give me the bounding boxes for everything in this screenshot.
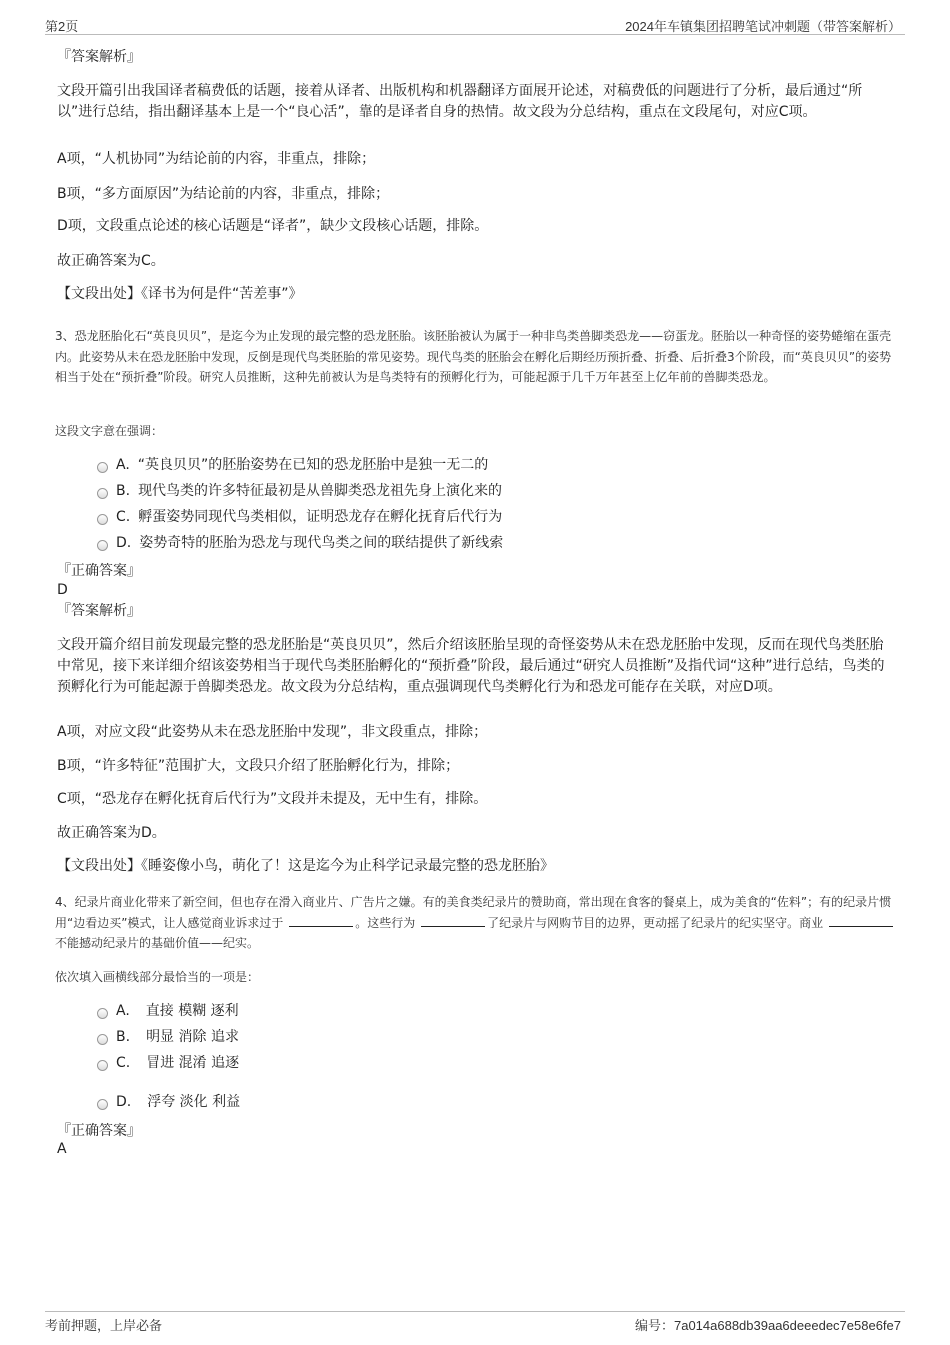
radio-icon[interactable] (97, 1099, 108, 1110)
radio-icon[interactable] (97, 1008, 108, 1019)
serial-number: 编号：7a014a688db39aa6deeedec7e58e6fe7 (634, 1318, 901, 1333)
q2-analysis-text: 文段开篇引出我国译者稿费低的话题，接着从译者、出版机构和机器翻译方面展开论述，对稿费低的问题进行了分析，最后通过“所以”进行总结，指出翻译基本上是一个“良心活”，靠的是译者自身的热情。故文段为分总结构，重点在文段尾句，对应C项。 (57, 83, 863, 120)
q3-analysis-text: 文段开篇介绍目前发现最完整的恐龙胚胎是“英良贝贝”，然后介绍该胚胎呈现的奇怪姿势从未在恐龙胚胎中发现，反而在现代鸟类胚胎中常见，接下来详细介绍该姿势相当于现代鸟类胚胎孵化的“预折叠”阶段，最后通过“研究人员推断”及指代词“这种”进行总结，鸟类的预孵化行为可能起源于兽脚类恐龙。故文段为分总结构，重点强调现代鸟类孵化行为和恐龙可能存在关联，对应D项。 (57, 637, 885, 695)
q4-prompt: 依次填入画横线部分最恰当的一项是： (55, 970, 260, 984)
q2-note-b: B项，“多方面原因”为结论前的内容，非重点，排除； (57, 186, 390, 202)
radio-icon[interactable] (97, 1034, 108, 1045)
option-text: 冒进 混淆 追逐 (146, 1055, 240, 1071)
q3-note-c: C项，“恐龙存在孵化抚育后代行为”文段并未提及，无中生有，排除。 (57, 791, 488, 807)
option-text: “英良贝贝”的胚胎姿势在已知的恐龙胚胎中是独一无二的 (137, 457, 489, 473)
option-text: 现代鸟类的许多特征最初是从兽脚类恐龙祖先身上演化来的 (138, 483, 503, 499)
q3-answer: D (57, 582, 68, 598)
q3-analysis-label: 『答案解析』 (57, 603, 141, 619)
option-text: 明显 消除 追求 (146, 1029, 239, 1045)
q3-option-a[interactable] (97, 455, 488, 475)
q3-conclusion: 故正确答案为D。 (57, 825, 166, 841)
radio-icon[interactable] (97, 462, 108, 473)
q4-option-c[interactable] (97, 1053, 239, 1073)
q4-stem (55, 892, 900, 954)
q3-option-d[interactable] (97, 533, 503, 553)
page-header (45, 14, 905, 35)
blank-3 (829, 914, 893, 927)
q2-source: 【文段出处】《译书为何是件“苦差事”》 (57, 286, 303, 302)
stem-text: 了纪录片与网购节目的边界，更动摇了纪录片的纪实坚守。商业 (487, 915, 824, 930)
option-key: D. (116, 1094, 132, 1110)
q3-prompt: 这段文字意在强调： (55, 424, 164, 438)
q3-option-b[interactable] (97, 481, 502, 501)
option-text: 直接 模糊 逐利 (145, 1003, 239, 1019)
q3-option-c[interactable] (97, 507, 502, 527)
q2-analysis-label: 『答案解析』 (57, 49, 141, 65)
q3-source: 【文段出处】《睡姿像小鸟，萌化了！这是迄今为止科学记录最完整的恐龙胚胎》 (57, 858, 554, 874)
option-key: C. (116, 509, 131, 525)
radio-icon[interactable] (97, 488, 108, 499)
q4-answer-label: 『正确答案』 (57, 1123, 141, 1139)
radio-icon[interactable] (97, 514, 108, 525)
q2-conclusion: 故正确答案为C。 (57, 253, 165, 269)
q4-answer: A (57, 1141, 67, 1157)
q4-option-a[interactable] (97, 1001, 239, 1021)
radio-icon[interactable] (97, 1060, 108, 1071)
stem-text: 不能撼动纪录片的基础价值——纪实。 (55, 936, 260, 950)
q2-note-a: A项，“人机协同”为结论前的内容，非重点，排除； (57, 151, 376, 167)
q3-answer-label: 『正确答案』 (57, 563, 141, 579)
q3-note-a: A项，对应文段“此姿势从未在恐龙胚胎中发现”，非文段重点，排除； (57, 724, 488, 740)
blank-1 (289, 914, 353, 927)
option-key: B. (116, 483, 131, 499)
page-number: 第2页 (45, 19, 79, 34)
stem-text: 。这些行为 (355, 915, 416, 930)
option-key: D. (116, 535, 132, 551)
page-footer (45, 1311, 905, 1332)
option-key: C. (116, 1055, 131, 1071)
q2-note-d: D项，文段重点论述的核心话题是“译者”，缺少文段核心话题，排除。 (57, 218, 489, 234)
blank-2 (421, 914, 485, 927)
radio-icon[interactable] (97, 540, 108, 551)
option-key: A. (116, 1003, 130, 1019)
stem-text: 4、纪录片商业化带来了新空间，但也存在滑入商业片、广告片之嫌。有的美食类纪录片的赞助商，常出现在食客的餐桌上，成为美食的“佐料”；有的纪录片惯用“边看边买”模式，让人感觉商业诉求过于 (55, 895, 892, 930)
q3-note-b: B项，“许多特征”范围扩大，文段只介绍了胚胎孵化行为，排除； (57, 758, 460, 774)
document-title: 2024年车镇集团招聘笔试冲刺题（带答案解析） (625, 19, 901, 34)
option-text: 姿势奇特的胚胎为恐龙与现代鸟类之间的联结提供了新线索 (139, 535, 504, 551)
q4-option-d[interactable] (97, 1092, 240, 1112)
option-key: B. (116, 1029, 131, 1045)
option-key: A. (116, 457, 130, 473)
q3-stem: 3、恐龙胚胎化石“英良贝贝”，是迄今为止发现的最完整的恐龙胚胎。该胚胎被认为属于一种非鸟类兽脚类恐龙——窃蛋龙。胚胎以一种奇怪的姿势蜷缩在蛋壳内。此姿势从未在恐龙胚胎中发现，反倒是现代鸟类胚胎的常见姿势。现代鸟类的胚胎会在孵化后期经历预折叠、折叠、后折叠3个阶段，而“英良贝贝”的姿势相当于处在“预折叠”阶段。研究人员推断，这种先前被认为是鸟类特有的预孵化行为，可能起源于几千万年甚至上亿年前的兽脚类恐龙。 (55, 329, 892, 384)
option-text: 孵蛋姿势同现代鸟类相似，证明恐龙存在孵化抚育后代行为 (138, 509, 503, 525)
q4-option-b[interactable] (97, 1027, 239, 1047)
option-text: 浮夸 淡化 利益 (147, 1094, 241, 1110)
footer-slogan: 考前押题，上岸必备 (45, 1318, 163, 1333)
